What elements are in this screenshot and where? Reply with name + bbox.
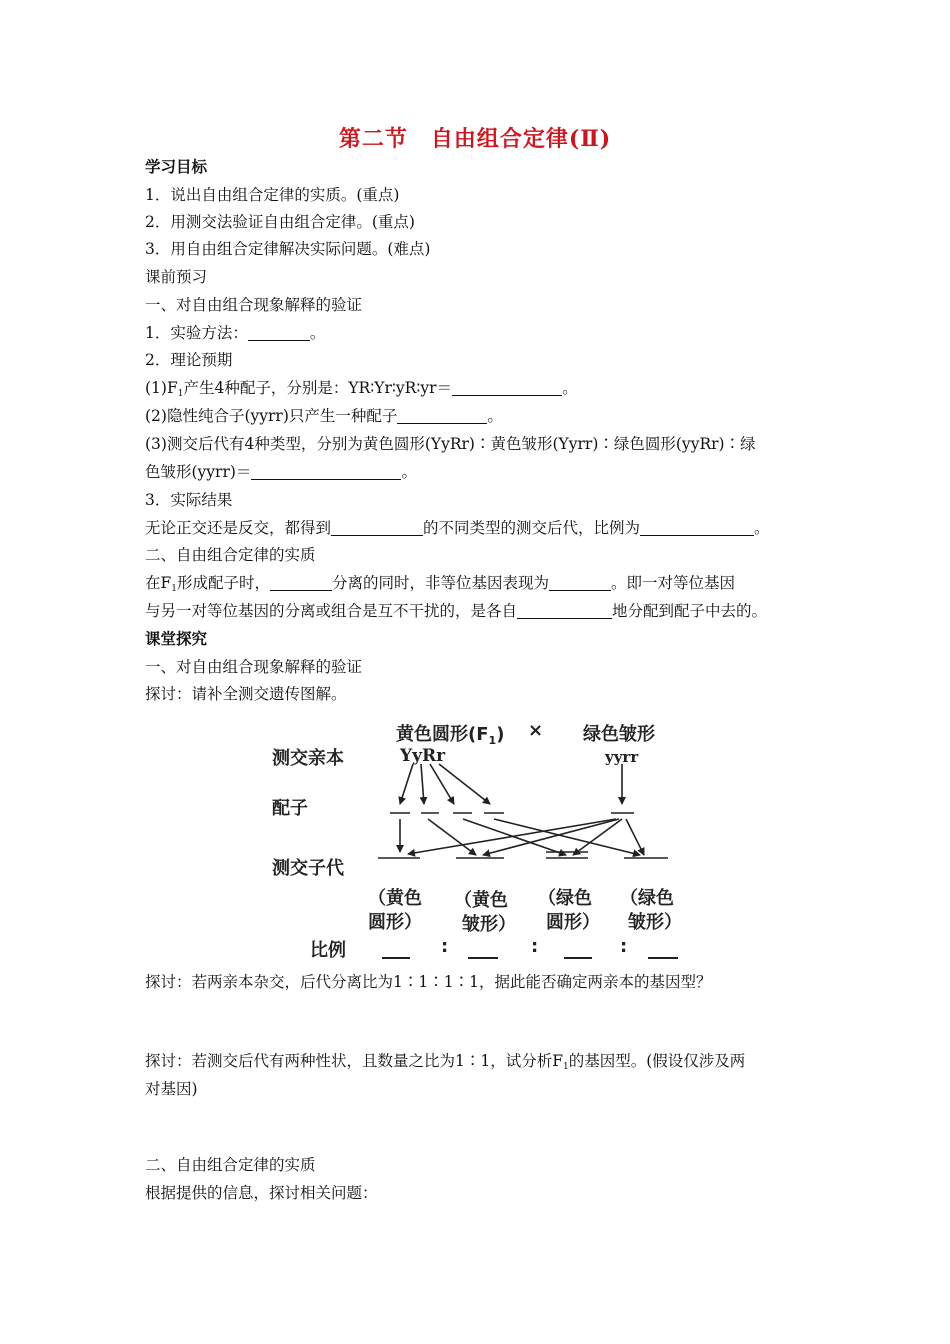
punctuation: 。 <box>754 519 770 537</box>
punctuation: 。 <box>562 379 578 397</box>
subscript: 1 <box>177 389 184 399</box>
text: 地分配到配子中去的。 <box>612 602 768 620</box>
offspring-label-2-line-1: （黄色 <box>454 890 508 911</box>
goal-item-1: 1．说出自由组合定律的实质。(重点) <box>145 186 400 204</box>
offspring-label-1-line-2: 圆形） <box>368 912 422 933</box>
text: 形成配子时， <box>177 574 271 592</box>
fill-blank[interactable] <box>517 602 612 619</box>
theory-item-2 <box>145 405 503 427</box>
text: 色皱形(yyrr)＝ <box>145 463 252 481</box>
parent2-genotype: yyrr <box>605 748 639 766</box>
method-label: 1．实验方法： <box>145 324 248 342</box>
fill-blank[interactable] <box>331 519 423 536</box>
offspring-label-4-line-2: 皱形） <box>628 912 682 933</box>
punctuation: 。 <box>309 324 326 342</box>
fill-blank[interactable] <box>452 379 562 396</box>
text: 与另一对等位基因的分离或组合是互不干扰的，是各自 <box>145 602 518 620</box>
arrow-parent-gamete-1 <box>400 764 413 804</box>
row-label-offspring: 测交子代 <box>272 858 344 879</box>
arrow-parent2-offspring-4 <box>626 819 644 855</box>
punctuation: 。 <box>487 407 503 425</box>
result-line <box>145 517 770 539</box>
class-heading: 课堂探究 <box>145 629 208 648</box>
offspring-label-1-line-1: （黄色 <box>368 888 422 909</box>
subscript: 1 <box>488 734 497 747</box>
theory-item-1 <box>145 377 578 405</box>
parent1-genotype: YyRr <box>400 746 446 766</box>
discussion-3-line-2: 对基因) <box>145 1080 198 1098</box>
text: 的不同类型的测交后代，比例为 <box>423 519 641 537</box>
page-title: 第二节 自由组合定律(Ⅱ) <box>338 126 612 152</box>
text: 分离的同时，非等位基因表现为 <box>332 574 550 592</box>
fill-blank[interactable] <box>549 574 611 591</box>
goal-item-3: 3．用自由组合定律解决实际问题。(难点) <box>145 240 431 258</box>
parent2-phenotype: 绿色皱形 <box>583 724 655 745</box>
essence-line-2 <box>145 600 767 622</box>
result-heading: 3．实际结果 <box>145 491 233 509</box>
class-section-2: 二、自由组合定律的实质 <box>145 1156 316 1174</box>
fill-blank[interactable] <box>270 574 332 591</box>
method-line <box>145 322 325 344</box>
discussion-1: 探讨：请补全测交遗传图解。 <box>145 685 347 703</box>
text: 的基因型。(假设仅涉及两 <box>568 1052 746 1070</box>
ratio-colon-1: : <box>441 936 449 957</box>
text: 黄色圆形(F <box>396 724 489 745</box>
row-label-ratio: 比例 <box>310 940 346 961</box>
text: 在F <box>145 574 172 592</box>
arrow-parent-gamete-4 <box>439 764 490 804</box>
discussion-2: 探讨：若两亲本杂交，后代分离比为1∶1∶1∶1，据此能否确定两亲本的基因型？ <box>145 973 712 991</box>
text: ) <box>496 724 505 745</box>
parent1-phenotype <box>396 720 504 747</box>
row-label-gamete: 配子 <box>272 798 308 819</box>
theory-item-3-line-2 <box>145 461 417 483</box>
punctuation: 。 <box>401 463 417 481</box>
fill-blank[interactable] <box>640 519 754 536</box>
subscript: 1 <box>562 1062 569 1072</box>
arrow-parent-gamete-2 <box>421 764 424 804</box>
cross-symbol: × <box>528 720 544 741</box>
text: 。即一对等位基因 <box>611 574 736 592</box>
class-section-1: 一、对自由组合现象解释的验证 <box>145 658 363 676</box>
preview-section-1: 一、对自由组合现象解释的验证 <box>145 296 363 314</box>
row-label-parent: 测交亲本 <box>272 748 344 769</box>
theory-item-3-line-1: (3)测交后代有4种类型，分别为黄色圆形(YyRr)∶黄色皱形(Yyrr)∶绿色圆形(yyRr)∶绿 <box>145 435 756 453</box>
offspring-label-3-line-1: （绿色 <box>538 888 592 909</box>
discussion-3-line-1 <box>145 1050 745 1078</box>
info-line: 根据提供的信息，探讨相关问题： <box>145 1184 378 1202</box>
ratio-colon-2: : <box>531 936 539 957</box>
goal-item-2: 2．用测交法验证自由组合定律。(重点) <box>145 213 415 231</box>
fill-blank[interactable] <box>251 463 401 480</box>
arrow-parent-gamete-3 <box>430 764 454 804</box>
text: 探讨：若测交后代有两种性状，且数量之比为1∶1，试分析F <box>145 1052 563 1070</box>
offspring-label-3-line-2: 圆形） <box>546 912 600 933</box>
preview-section-2: 二、自由组合定律的实质 <box>145 546 316 564</box>
ratio-colon-3: : <box>620 936 628 957</box>
fill-blank[interactable] <box>248 324 310 341</box>
goals-heading: 学习目标 <box>145 157 208 176</box>
offspring-label-2-line-2: 皱形） <box>462 914 516 935</box>
offspring-label-4-line-1: （绿色 <box>620 888 674 909</box>
subscript: 1 <box>171 584 177 594</box>
theory-heading: 2．理论预期 <box>145 351 233 369</box>
preview-heading: 课前预习 <box>145 268 208 286</box>
test-cross-diagram <box>258 712 698 970</box>
text: (1)F <box>145 379 178 397</box>
fill-blank[interactable] <box>397 407 487 424</box>
text: (2)隐性纯合子(yyrr)只产生一种配子 <box>145 407 398 425</box>
text: 产生4种配子，分别是：YR∶Yr∶yR∶yr＝ <box>183 379 453 397</box>
text: 无论正交还是反交，都得到 <box>145 519 332 537</box>
essence-line-1 <box>145 572 735 600</box>
